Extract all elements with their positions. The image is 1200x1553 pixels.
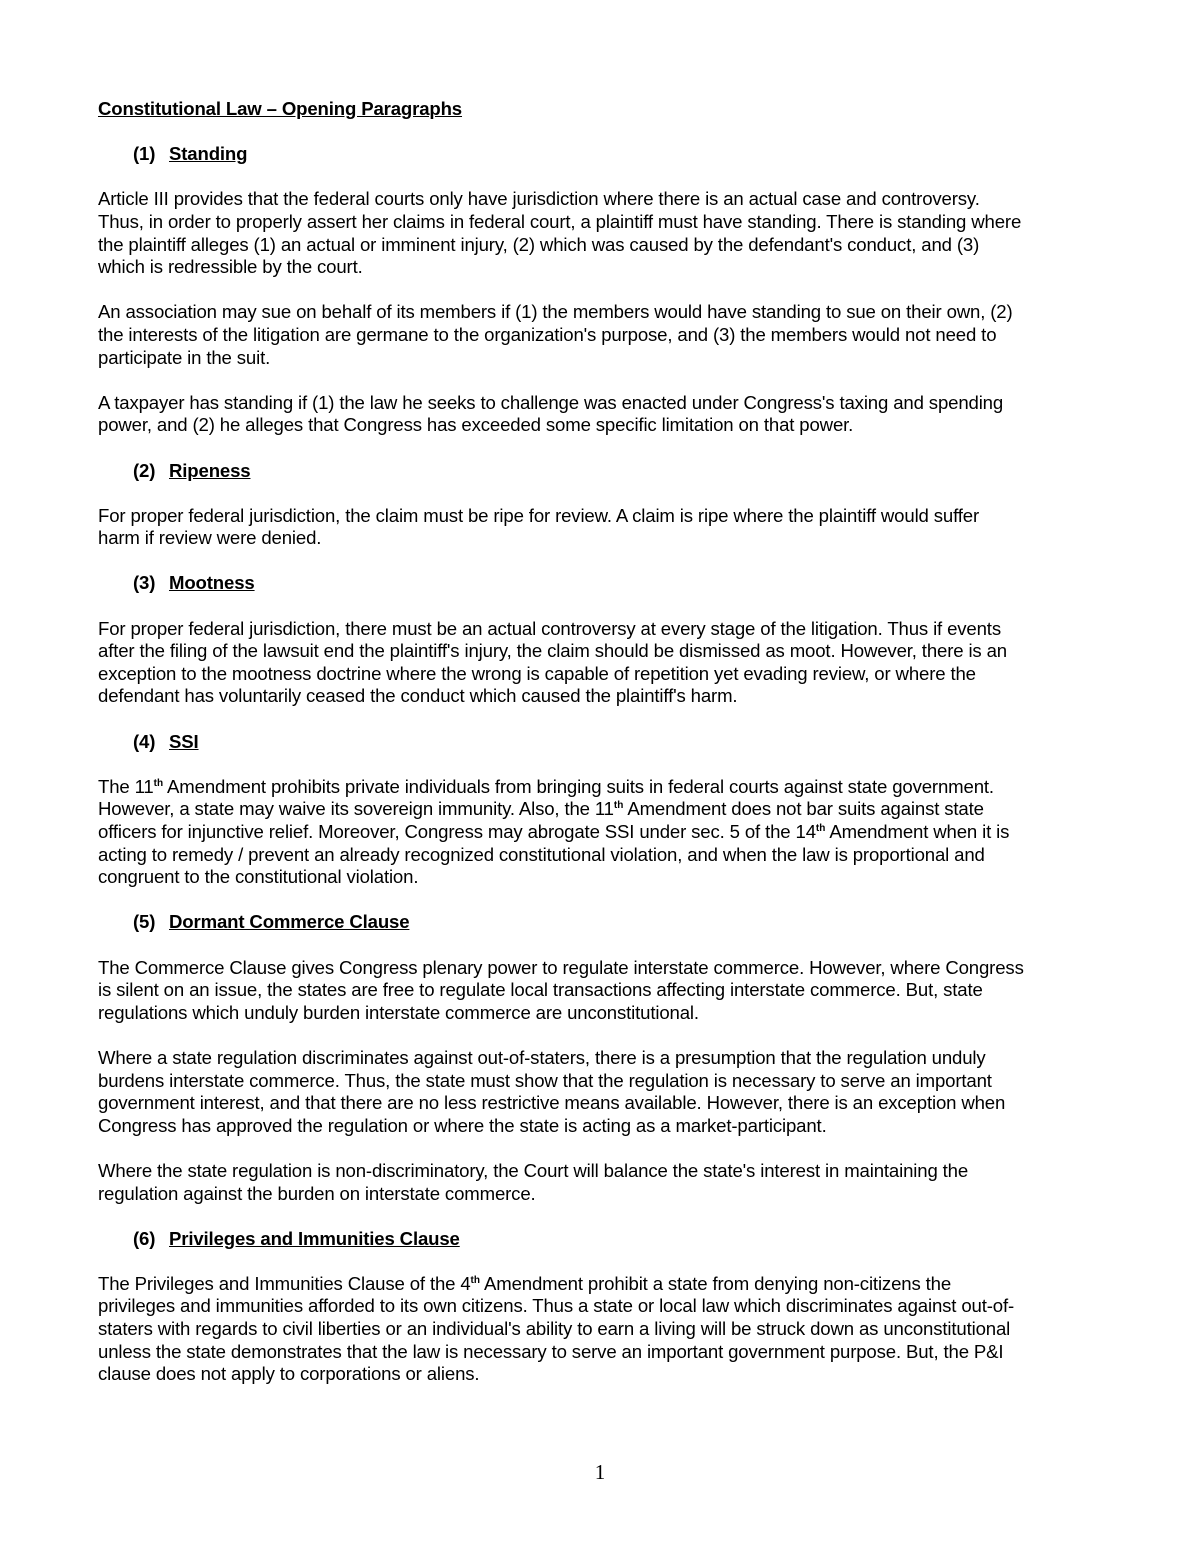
text-line: is silent on an issue, the states are free to regulate local transactions affecting interstate commerce. But, state: [98, 979, 983, 1001]
section-heading-ssi: [133, 731, 1108, 754]
ordinal-superscript: th: [470, 1274, 480, 1286]
text-run: Amendment prohibits private individuals from bringing suits in federal courts against state government.: [163, 775, 994, 797]
text-line: [98, 798, 1108, 821]
text-line: unless the state demonstrates that the law is necessary to serve an important government purpose. But, the P&I: [98, 1340, 1004, 1362]
text-line: which is redressible by the court.: [98, 256, 363, 278]
text-run: The Privileges and Immunities Clause of the 4: [98, 1272, 471, 1294]
text-line: harm if review were denied.: [98, 527, 322, 549]
section-number: (1): [133, 143, 156, 165]
text-line: [98, 776, 1108, 799]
section-number: (6): [133, 1227, 156, 1249]
text-line: Where the state regulation is non-discriminatory, the Court will balance the state's interest in maintaining the: [98, 1159, 969, 1181]
document-title: Constitutional Law – Opening Paragraphs: [98, 98, 463, 119]
ordinal-superscript: th: [153, 777, 164, 789]
page-number: 1: [594, 1460, 606, 1484]
text-run: Amendment when it is: [825, 821, 1010, 842]
text-line: burdens interstate commerce. Thus, the state must show that the regulation is necessary to serve an important: [98, 1069, 992, 1091]
paragraph-non-discriminatory: [98, 1160, 1108, 1205]
text-line: [98, 1273, 1108, 1296]
text-line: clause does not apply to corporations or aliens.: [98, 1363, 480, 1385]
text-line: power, and (2) he alleges that Congress has exceeded some specific limitation on that power.: [98, 414, 854, 436]
text-line: regulations which unduly burden interstate commerce are unconstitutional.: [98, 1001, 699, 1023]
section-number: (2): [133, 459, 156, 481]
section-title: Privileges and Immunities Clause: [169, 1227, 460, 1249]
paragraph-privileges-and-immunities: [98, 1273, 1108, 1386]
text-run: officers for injunctive relief. Moreover, Congress may abrogate SSI under sec. 5 of the 14: [98, 821, 816, 842]
paragraph-standing-association: [98, 301, 1108, 369]
text-line: Where a state regulation discriminates against out-of-staters, there is a presumption that the regulation unduly: [98, 1046, 986, 1068]
ordinal-superscript: th: [815, 823, 826, 834]
text-line: For proper federal jurisdiction, the claim must be ripe for review. A claim is ripe where the plaintiff would suffer: [98, 504, 980, 526]
text-line: A taxpayer has standing if (1) the law he seeks to challenge was enacted under Congress's taxing and spending: [98, 391, 1004, 413]
text-line: The Commerce Clause gives Congress plenary power to regulate interstate commerce. However, where Congress: [98, 956, 1024, 978]
text-line: defendant has voluntarily ceased the conduct which caused the plaintiff's harm.: [98, 685, 738, 707]
paragraph-commerce-clause: [98, 957, 1108, 1025]
text-line: privileges and immunities afforded to its own citizens. Thus a state or local law which discriminates against out-of-: [98, 1295, 1015, 1317]
section-title: SSI: [169, 730, 199, 752]
paragraph-standing-taxpayer: [98, 392, 1108, 437]
section-heading-privileges-and-immunities: [133, 1228, 1108, 1251]
paragraph-standing-article-iii: [98, 188, 1108, 278]
section-number: (5): [133, 911, 156, 933]
section-title: Dormant Commerce Clause: [169, 911, 410, 933]
text-line: congruent to the constitutional violation.: [98, 866, 419, 888]
text-line: government interest, and that there are no less restrictive means available. However, there is an exception when: [98, 1092, 1006, 1114]
text-line: Article III provides that the federal courts only have jurisdiction where there is an actual case and controversy.: [98, 188, 980, 210]
text-line: regulation against the burden on interstate commerce.: [98, 1182, 536, 1204]
section-title: Standing: [169, 143, 248, 165]
text-line: acting to remedy / prevent an already recognized constitutional violation, and when the law is proportional and: [98, 843, 985, 865]
text-line: staters with regards to civil liberties or an individual's ability to earn a living will be struck down as unconstitutional: [98, 1318, 1011, 1340]
text-line: Congress has approved the regulation or where the state is acting as a market-participant.: [98, 1114, 827, 1136]
section-heading-dormant-commerce-clause: [133, 911, 1108, 934]
section-number: (3): [133, 572, 156, 594]
text-line: exception to the mootness doctrine where the wrong is capable of repetition yet evading review, or where the: [98, 662, 976, 684]
text-line: the plaintiff alleges (1) an actual or imminent injury, (2) which was caused by the defendant's conduct, and (3): [98, 233, 980, 255]
text-line: An association may sue on behalf of its members if (1) the members would have standing to sue on their own, (2): [98, 301, 1013, 323]
text-line: [98, 821, 1108, 844]
section-heading-mootness: [133, 572, 1108, 595]
text-run: Amendment does not bar suits against state: [623, 798, 984, 820]
text-line: after the filing of the lawsuit end the plaintiff's injury, the claim should be dismissed as moot. However, there is an: [98, 640, 1007, 662]
section-title: Ripeness: [169, 459, 251, 481]
text-line: the interests of the litigation are germane to the organization's purpose, and (3) the members would not need to: [98, 323, 997, 345]
paragraph-ssi: [98, 776, 1108, 889]
text-run: However, a state may waive its sovereign immunity. Also, the 11: [98, 798, 614, 820]
section-number: (4): [133, 730, 156, 752]
section-heading-ripeness: [133, 460, 1108, 483]
document-body: [98, 98, 1108, 1408]
text-run: Amendment prohibit a state from denying non-citizens the: [480, 1272, 952, 1294]
text-line: Thus, in order to properly assert her claims in federal court, a plaintiff must have standing. There is standing where: [98, 210, 1022, 232]
text-line: For proper federal jurisdiction, there must be an actual controversy at every stage of the litigation. Thus if events: [98, 617, 1001, 639]
paragraph-ripeness: [98, 505, 1108, 550]
ordinal-superscript: th: [613, 800, 624, 812]
text-run: The 11: [98, 775, 154, 797]
paragraph-discrimination: [98, 1047, 1108, 1137]
section-title: Mootness: [169, 572, 255, 594]
text-line: participate in the suit.: [98, 346, 271, 368]
section-heading-standing: [133, 143, 1108, 166]
paragraph-mootness: [98, 618, 1108, 708]
